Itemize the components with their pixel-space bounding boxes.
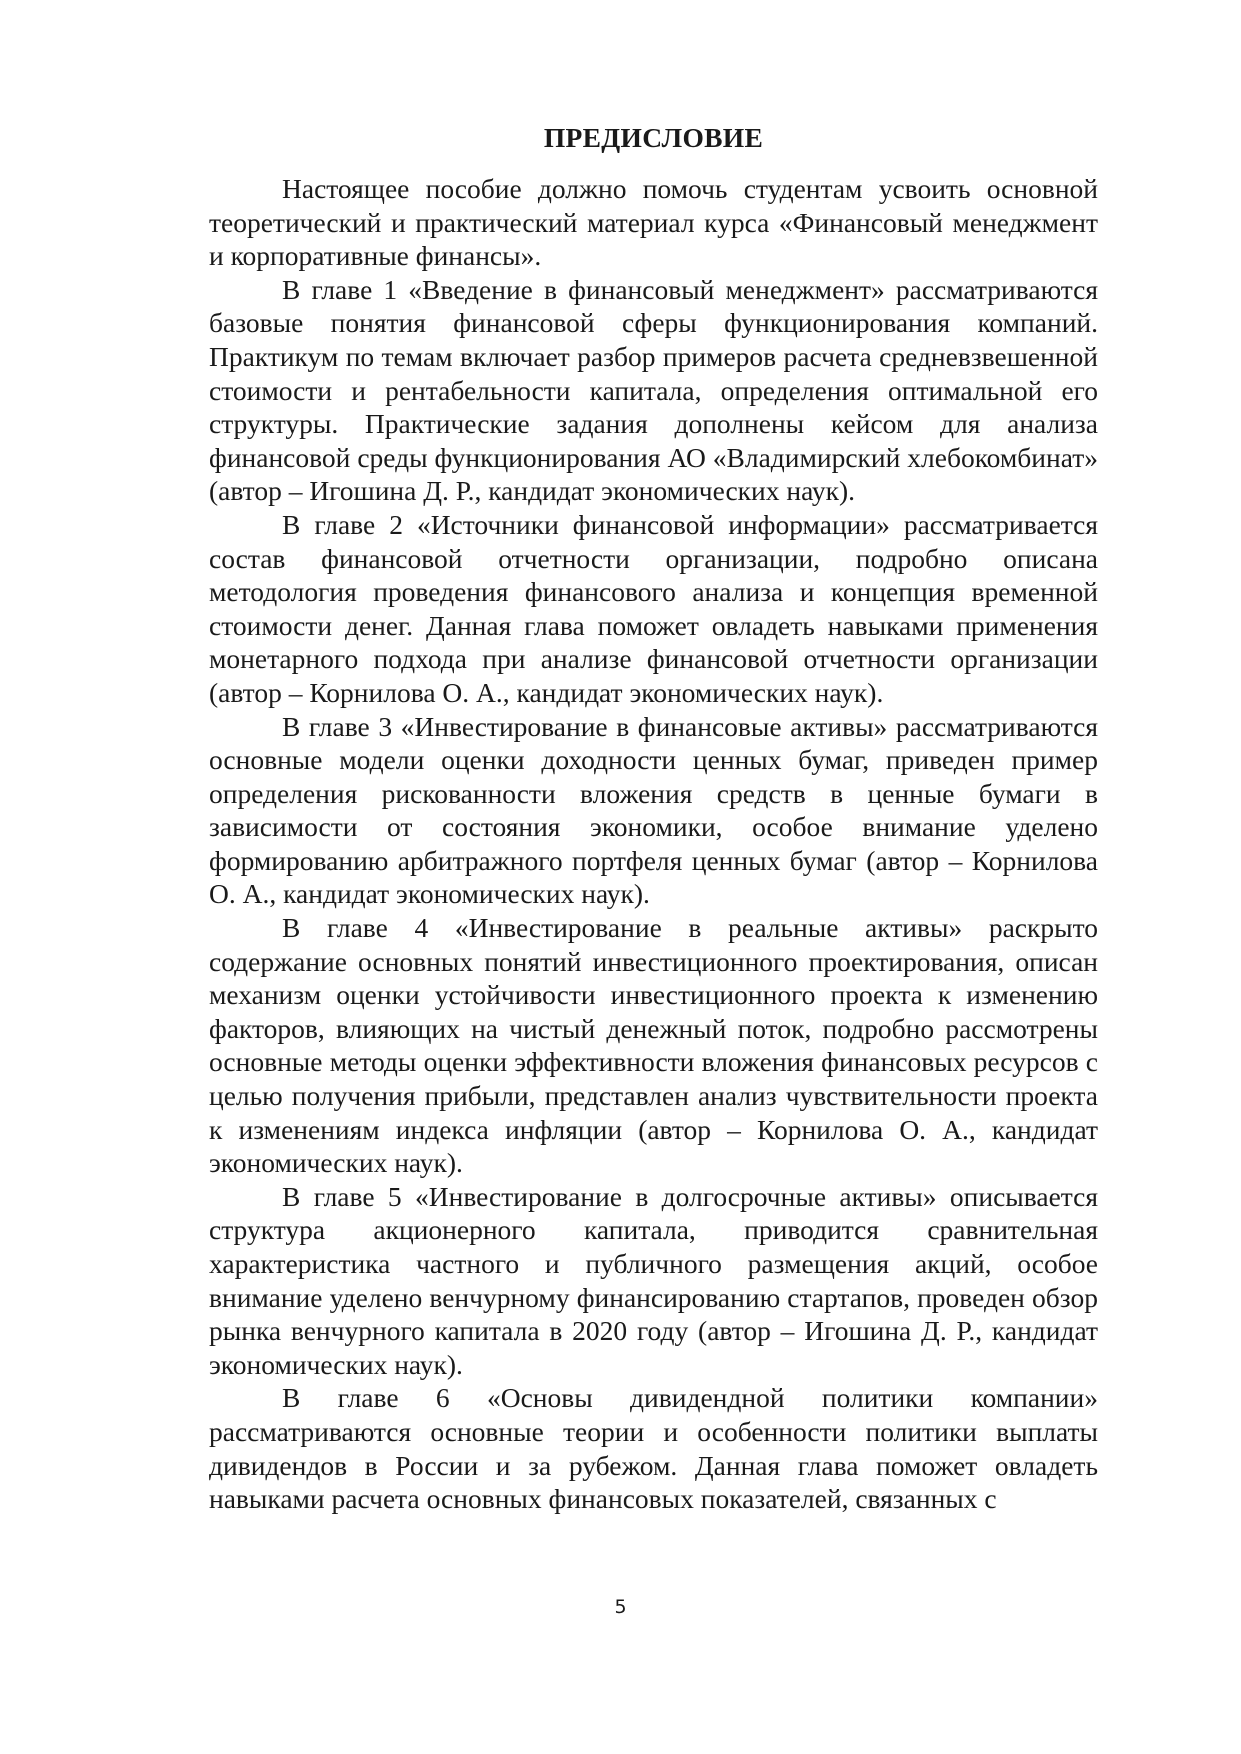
page-content [209,118,1098,1516]
paragraph-intro: Настоящее пособие должно помочь студентам усвоить основной теоретический и практический материал курса «Финансовый менеджмент и корпоративные финансы». [209,173,1098,272]
paragraph-chapter-6: В главе 6 «Основы дивидендной политики компании» рассматриваются основные теории и особенности политики выплаты дивидендов в России и за рубежом. Данная глава поможет овладеть навыками расчета основных финансовых показателей, связанных с [209,1382,1098,1515]
paragraph-chapter-1: В главе 1 «Введение в финансовый менеджмент» рассматриваются базовые понятия финансовой сферы функционирования компаний. Практикум по темам включает разбор примеров расчета средневзвешенной стоимости и рентабельности капитала, определения оптимальной его структуры. Практические задания дополнены кейсом для анализа финансовой среды функционирования АО «Владимирский хлебокомбинат» (автор – Игошина Д. Р., кандидат экономических наук). [209,273,1098,507]
page-title: ПРЕДИСЛОВИЕ [543,122,764,153]
paragraph-chapter-4: В главе 4 «Инвестирование в реальные активы» раскрыто содержание основных понятий инвестиционного проектирования, описан механизм оценки устойчивости инвестиционного проекта к изменению факторов, влияющих на чистый денежный поток, подробно рассмотрены основные методы оценки эффективности вложения финансовых ресурсов с целью получения прибыли, представлен анализ чувствительности проекта к изменениям индекса инфляции (автор – Корнилова О. А., кандидат экономических наук). [209,912,1098,1179]
paragraph-chapter-2: В главе 2 «Источники финансовой информации» рассматривается состав финансовой отчетности организации, подробно описана методология проведения финансового анализа и концепция временной стоимости денег. Данная глава поможет овладеть навыками применения монетарного подхода при анализе финансовой отчетности организации (автор – Корнилова О. А., кандидат экономических наук). [209,508,1098,708]
paragraph-chapter-5: В главе 5 «Инвестирование в долгосрочные активы» описывается структура акционерного капитала, приводится сравнительная характеристика частного и публичного размещения акций, особое внимание уделено венчурному финансированию стартапов, проведен обзор рынка венчурного капитала в 2020 году (автор – Игошина Д. Р., кандидат экономических наук). [209,1180,1098,1380]
page-number: 5 [614,1596,627,1618]
paragraph-chapter-3: В главе 3 «Инвестирование в финансовые активы» рассматриваются основные модели оценки доходности ценных бумаг, приведен пример определения рискованности вложения средств в ценные бумаги в зависимости от состояния экономики, особое внимание уделено формированию арбитражного портфеля ценных бумаг (автор – Корнилова О. А., кандидат экономических наук). [209,710,1098,910]
